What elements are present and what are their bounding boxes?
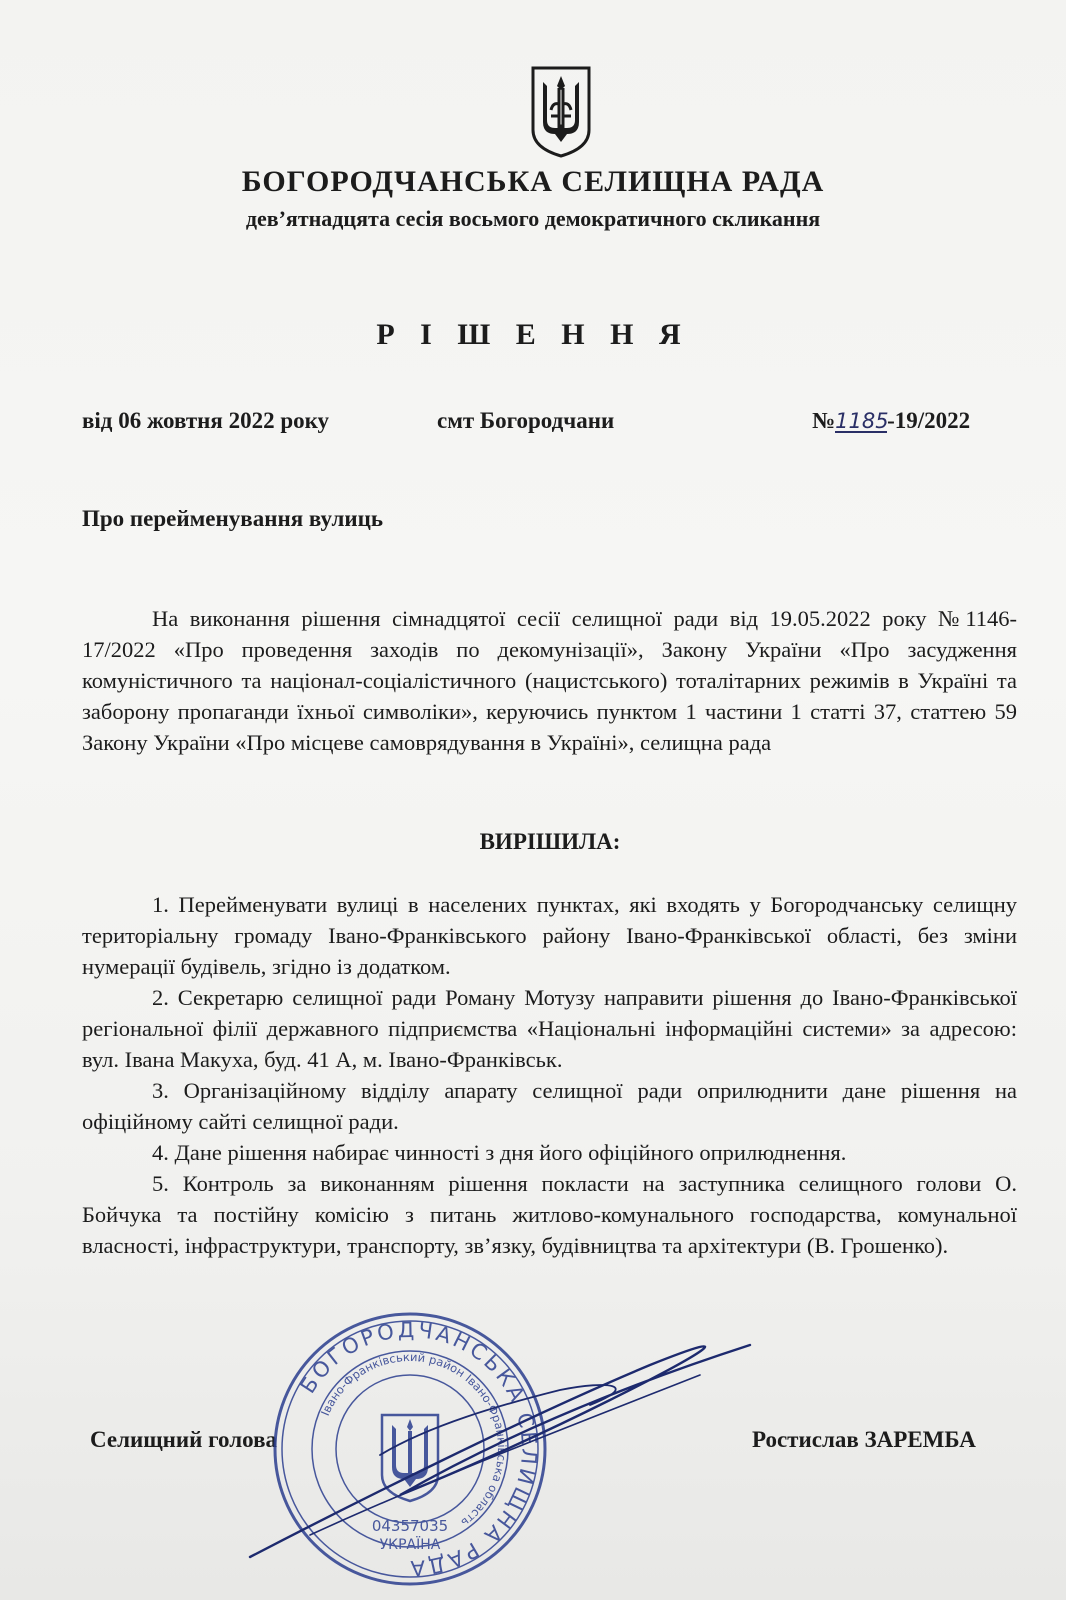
decision-item: 5. Контроль за виконанням рішення покласти на заступника селищного голови О. Бойчука та постійну комісію з питань житлово-комунального господарства, комунальної власності, інфраструктури, транспорту, зв’язку, будівництва та архітектури (В. Грошенко). bbox=[82, 1171, 1017, 1258]
council-name: БОГОРОДЧАНСЬКА СЕЛИЩНА РАДА bbox=[241, 165, 825, 198]
decided-heading: ВИРІШИЛА: bbox=[479, 829, 621, 854]
decision-item: 3. Організаційному відділу апарату селищної ради оприлюднити дане рішення на офіційному сайті селищної ради. bbox=[82, 1078, 1017, 1134]
stamp-outer-text: БОГОРОДЧАНСЬКА СЕЛИЩНА РАДА bbox=[295, 1317, 542, 1581]
handwritten-signature bbox=[230, 1305, 790, 1585]
decision-subject: Про перейменування вулиць bbox=[82, 506, 384, 531]
decision-place: смт Богородчани bbox=[437, 408, 615, 433]
signatory-name: Ростислав ЗАРЕМБА bbox=[752, 1427, 976, 1452]
number-prefix: № bbox=[812, 408, 836, 433]
signatory-title: Селищний голова bbox=[90, 1427, 277, 1452]
preamble bbox=[82, 603, 1017, 758]
decision-items bbox=[82, 889, 1017, 1261]
stamp-country: УКРАЇНА bbox=[379, 1537, 441, 1553]
trident-coat-of-arms-icon bbox=[529, 64, 593, 160]
number-suffix: -19/2022 bbox=[887, 408, 971, 433]
stamp-inner-text: Івано-Франківський район Івано-Франківська область bbox=[318, 1349, 510, 1531]
decision-item: 2. Секретарю селищної ради Роману Мотузу направити рішення до Івано-Франківської регіональної філії державного підприємства «Національні інформаційні системи» за адресою: вул. Івана Макуха, буд. 41 А, м. Івано-Франківськ. bbox=[82, 985, 1017, 1072]
decision-item: 4. Дане рішення набирає чинності з дня його офіційного оприлюднення. bbox=[152, 1140, 847, 1165]
decision-number bbox=[812, 408, 970, 434]
handwritten-number: 1185 bbox=[835, 409, 889, 433]
session-title: дев’ятнадцята сесія восьмого демократичного скликання bbox=[245, 206, 821, 231]
document-type-title: Р І Ш Е Н Н Я bbox=[376, 318, 690, 351]
decision-date: від 06 жовтня 2022 року bbox=[82, 408, 330, 433]
preamble-text: На виконання рішення сімнадцятої сесії селищної ради від 19.05.2022 року №1146-17/2022 «Про проведення заходів по декомунізації», Закону України «Про засудження комуністичного та націонал-соціалістичного (нацистського) тоталітарних режимів в Україні та заборону пропаганди їхньої символіки», керуючись пунктом 1 частини 1 статті 37, статтею 59 Закону України «Про місцеве самоврядування в Україні», селищна рада bbox=[82, 606, 1017, 755]
stamp-code: 04357035 bbox=[371, 1517, 449, 1535]
decision-item: 1. Перейменувати вулиці в населених пунктах, які входять у Богородчанську селищну територіальну громаду Івано-Франківського району Івано-Франківської області, без зміни нумерації будівель, згідно із додатком. bbox=[82, 892, 1017, 979]
